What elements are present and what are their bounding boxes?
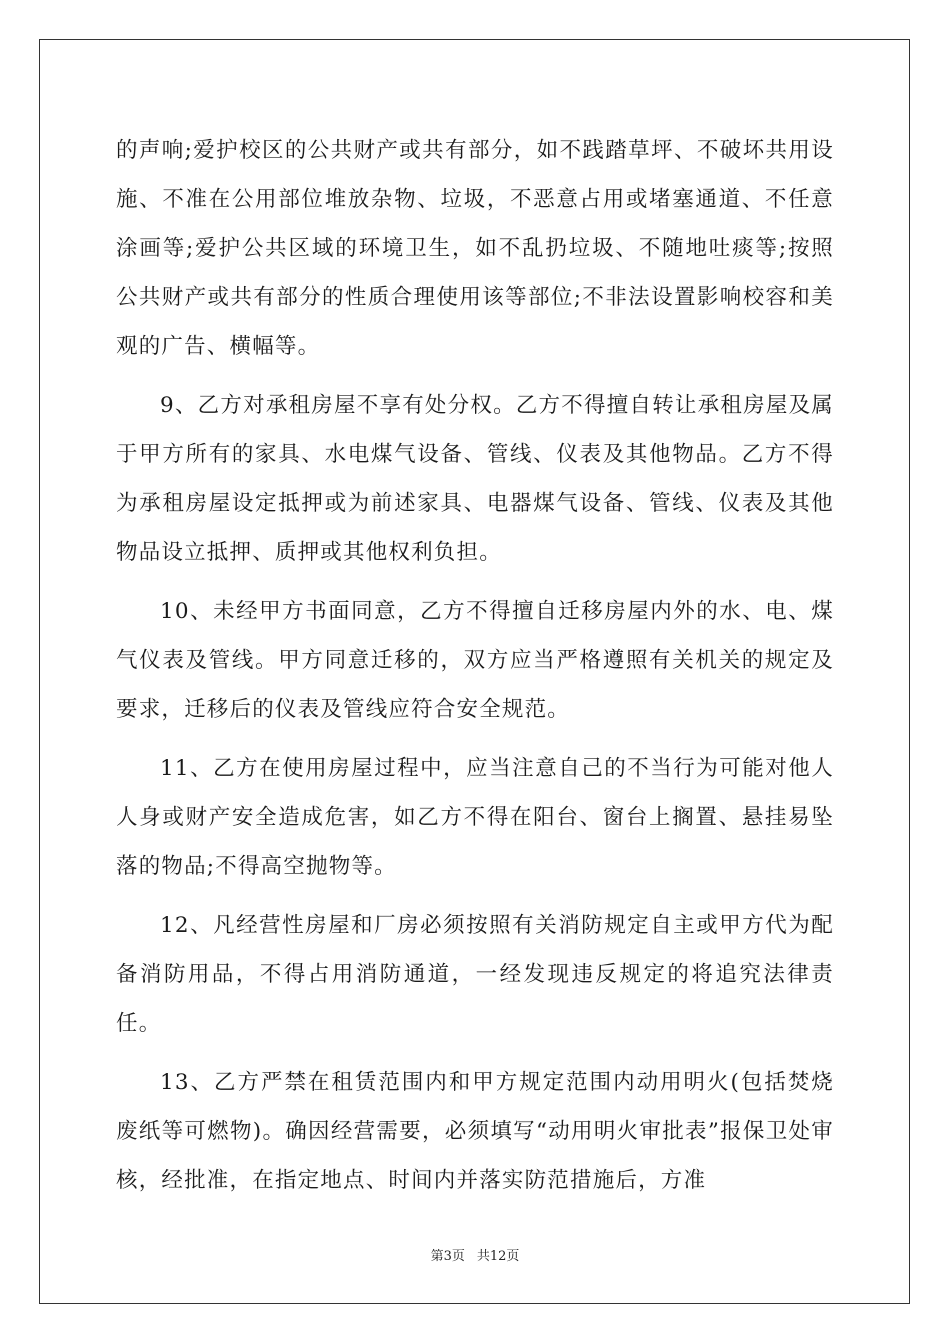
paragraph-clause-9: 9、乙方对承租房屋不享有处分权。乙方不得擅自转让承租房屋及属于甲方所有的家具、水电煤气设备、管线、仪表及其他物品。乙方不得为承租房屋设定抵押或为前述家具、电器煤气设备、管线、仪表及其他物品设立抵押、质押或其他权利负担。	[116, 393, 834, 565]
paragraph-clause-13: 13、乙方严禁在租赁范围内和甲方规定范围内动用明火(包括焚烧废纸等可燃物)。确因经营需要，必须填写“动用明火审批表”报保卫处审核，经批准，在指定地点、时间内并落实防范措施后，方准	[116, 1070, 834, 1193]
paragraph-clause-12: 12、凡经营性房屋和厂房必须按照有关消防规定自主或甲方代为配备消防用品，不得占用消防通道，一经发现违反规定的将追究法律责任。	[116, 913, 834, 1036]
document-body	[116, 126, 834, 1215]
page-total: 共12页	[476, 1249, 520, 1264]
paragraph-clause-11: 11、乙方在使用房屋过程中，应当注意自己的不当行为可能对他人人身或财产安全造成危害，如乙方不得在阳台、窗台上搁置、悬挂易坠落的物品;不得高空抛物等。	[116, 756, 834, 879]
paragraph-continuation: 的声响;爱护校区的公共财产或共有部分，如不践踏草坪、不破坏共用设施、不准在公用部位堆放杂物、垃圾，不恶意占用或堵塞通道、不任意涂画等;爱护公共区域的环境卫生，如不乱扔垃圾、不随地吐痰等;按照公共财产或共有部分的性质合理使用该等部位;不非法设置影响校容和美观的广告、横幅等。	[116, 138, 834, 359]
paragraph-clause-10: 10、未经甲方书面同意，乙方不得擅自迁移房屋内外的水、电、煤气仪表及管线。甲方同意迁移的，双方应当严格遵照有关机关的规定及要求，迁移后的仪表及管线应符合安全规范。	[116, 599, 834, 722]
page-footer	[0, 1245, 950, 1264]
page-number: 第3页	[430, 1249, 465, 1264]
